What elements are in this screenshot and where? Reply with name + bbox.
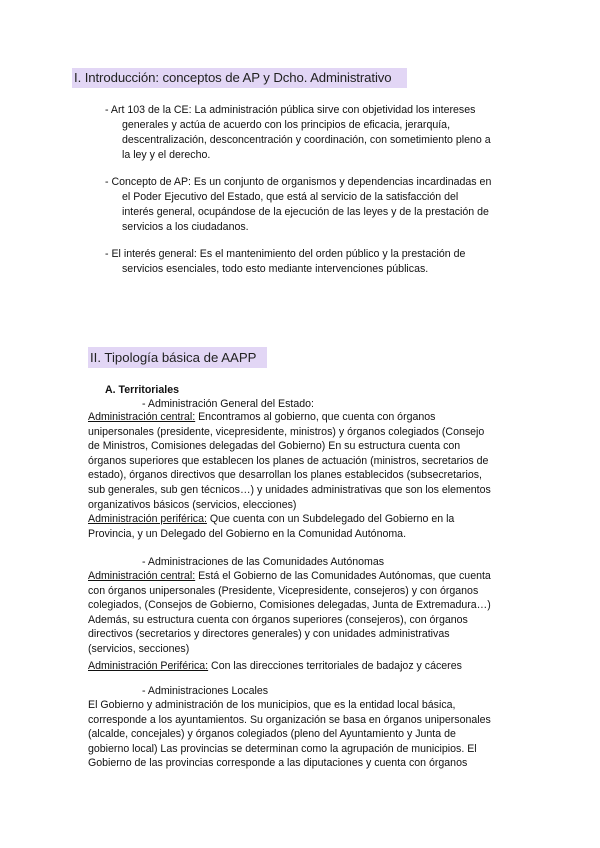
bullet-line: servicios esenciales, todo esto mediante intervenciones públicas. [122, 263, 429, 275]
paragraph-line: de Ministros, Comisiones delegadas del Gobierno) En su estructura cuenta con [88, 440, 461, 453]
paragraph-line: Que cuenta con un Subdelegado del Gobierno en la [206, 513, 455, 526]
paragraph-line: Además, su estructura cuenta con órganos superiores (consejeros), con órganos [88, 613, 468, 626]
estado-central-paragraph [88, 410, 528, 541]
paragraph-line: organizativos básicos (servicios, elecciones) [88, 498, 297, 511]
paragraph-line: Provincia, y un Delegado del Gobierno en la Comunidad Autónoma. [88, 527, 407, 540]
bullet-line: descentralización, desconcentración y coordinación, con sometimiento pleno a [122, 134, 491, 146]
section-1-heading: I. Introducción: conceptos de AP y Dcho. Administrativo [72, 68, 407, 88]
paragraph-line: estado), órganos directivos que desarrollan los planes establecidos (subsecretarios, [88, 469, 482, 482]
paragraph-line: Con las direcciones territoriales de badajoz y cáceres [208, 659, 462, 672]
bullet-line: - Art 103 de la CE: La administración pública sirve con objetividad los intereses [105, 104, 476, 116]
paragraph-line: El Gobierno y administración de los municipios, que es la entidad local básica, [88, 699, 456, 711]
bullet-line: - Concepto de AP: Es un conjunto de organismos y dependencias incardinadas en [105, 176, 492, 188]
bullet-line: - El interés general: Es el mantenimiento del orden público y la prestación de [105, 248, 466, 260]
ccaa-heading: - Administraciones de las Comunidades Autónomas [142, 556, 385, 568]
paragraph-line: Gobierno de las provincias corresponde a las diputaciones y cuenta con órganos [88, 757, 468, 770]
estado-heading: - Administración General del Estado: [142, 398, 314, 410]
ccaa-periferica-label: Administración Periférica: [88, 659, 209, 672]
section-2-heading: II. Tipología básica de AAPP [88, 347, 267, 368]
paragraph-line: corresponde a los ayuntamientos. Su organización se basa en órganos unipersonales [88, 713, 491, 726]
ccaa-central-label: Administración central: [88, 570, 196, 582]
paragraph-line: directivos (secretarios y directores generales) y con unidades administrativas [88, 628, 450, 641]
bullet-interes-general [105, 247, 512, 277]
locales-heading: - Administraciones Locales [142, 685, 269, 697]
bullet-line: servicios a los ciudadanos. [122, 221, 249, 233]
paragraph-line: unipersonales (presidente, vicepresidente, ministros) y órganos colegiados (Consejo [88, 425, 485, 438]
estado-central-label: Administración central: [88, 411, 196, 423]
paragraph-line: sub generales, sub gen técnicos…) y unidades administrativas que son los elementos [88, 483, 491, 496]
paragraph-line: (servicios, secciones) [88, 642, 190, 655]
estado-periferica-label: Administración periférica: [88, 513, 207, 526]
bullet-line: interés general, ocupándose de la ejecución de las leyes y de la prestación de [122, 206, 489, 218]
paragraph-line: Está el Gobierno de las Comunidades Autónomas, que cuenta [195, 570, 491, 582]
bullet-concepto-ap [105, 175, 512, 235]
bullet-art-103 [105, 103, 512, 163]
paragraph-line: gobierno local) Las provincias se determinan como la agrupación de municipios. El [88, 742, 477, 755]
bullet-line: generales y actúa de acuerdo con los principios de eficacia, jerarquía, [122, 119, 451, 131]
locales-paragraph [88, 698, 528, 771]
bullet-line: la ley y el derecho. [122, 149, 211, 161]
paragraph-line: con órganos unipersonales (Presidente, Vicepresidente, consejeros) y con órganos [88, 584, 479, 597]
bullet-line: el Poder Ejecutivo del Estado, que está al servicio de la satisfacción del [122, 191, 459, 203]
ccaa-central-paragraph [88, 569, 528, 673]
paragraph-line: colegiados, (Consejos de Gobierno, Comisiones delegadas, Junta de Extremadura…) [88, 599, 491, 612]
subsection-a-heading: A. Territoriales [105, 384, 179, 396]
paragraph-line: Encontramos al gobierno, que cuenta con órganos [195, 411, 436, 423]
paragraph-line: órganos superiores que establecen los planes de actuación (ministros, secretarios de [88, 454, 489, 467]
paragraph-line: (alcalde, concejales) y órganos colegiados (pleno del Ayuntamiento y Junta de [88, 728, 456, 741]
